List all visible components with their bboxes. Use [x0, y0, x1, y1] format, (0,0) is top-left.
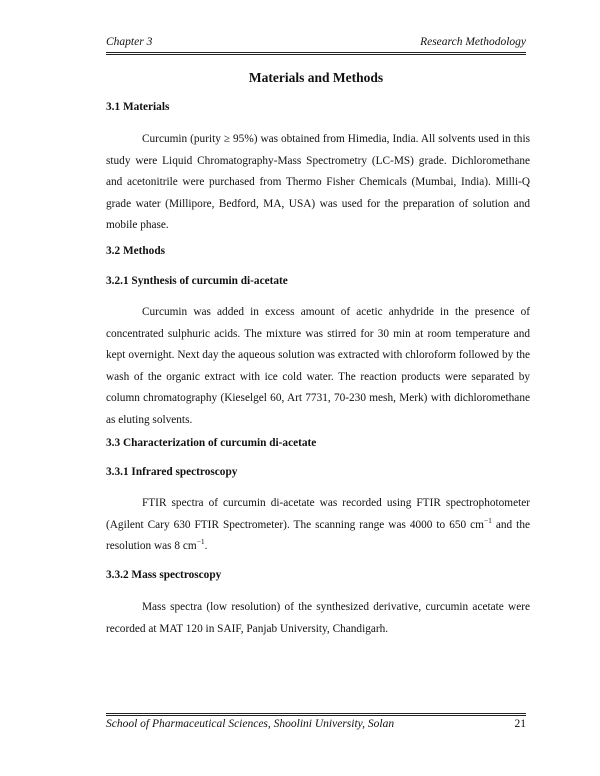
section-label: Research Methodology [420, 36, 526, 48]
heading-3-3: 3.3 Characterization of curcumin di-acetate [106, 437, 317, 449]
heading-3-2: 3.2 Methods [106, 245, 165, 257]
paragraph-materials: Curcumin (purity ≥ 95%) was obtained from Himedia, India. All solvents used in this study were Liquid Chromatography-Mass Spectrometry (LC-MS) grade. Dichloromethane and acetonitrile were purchased from Thermo Fisher Chemicals (Mumbai, India). Milli-Q grade water (Millipore, Bedford, MA, USA) was used for the preparation of solution and mobile phase. [106, 133, 530, 231]
ir-text-a: FTIR spectra of curcumin di-acetate was recorded using FTIR spectrophotometer (Agilent Cary 630 FTIR Spectrometer). The scanning range was 4000 to 650 cm [106, 497, 530, 531]
footer-rule [106, 713, 526, 716]
page-header [106, 36, 526, 52]
institution-label: School of Pharmaceutical Sciences, Shoolini University, Solan [106, 718, 395, 730]
page-title: Materials and Methods [248, 70, 384, 85]
ir-text-c: . [204, 540, 208, 552]
heading-3-3-1: 3.3.1 Infrared spectroscopy [106, 466, 238, 478]
ir-sup-a: −1 [483, 515, 492, 525]
paragraph-synthesis: Curcumin was added in excess amount of acetic anhydride in the presence of concentrated sulphuric acids. The mixture was stirred for 30 min at room temperature and kept overnight. Next day the aqueous solution was extracted with chloroform followed by the wash of the organic extract with ice cold water. The reaction products were separated by column chromatography (Kieselgel 60, Art 7731, 70-230 mesh, Merk) with dichloromethane as eluting solvents. [106, 306, 530, 426]
header-rule [106, 52, 526, 55]
heading-3-3-2: 3.3.2 Mass spectroscopy [106, 569, 222, 581]
heading-3-2-1: 3.2.1 Synthesis of curcumin di-acetate [106, 275, 288, 287]
paragraph-mass-spec: Mass spectra (low resolution) of the synthesized derivative, curcumin acetate were recorded at MAT 120 in SAIF, Panjab University, Chandigarh. [106, 601, 530, 635]
paragraph-infrared [106, 493, 530, 558]
ir-text-b: and the resolution was 8 cm [106, 518, 530, 552]
ir-sup-b: −1 [196, 537, 205, 547]
chapter-label: Chapter 3 [106, 36, 153, 48]
heading-3-1: 3.1 Materials [106, 101, 170, 113]
page-number: 21 [514, 718, 526, 730]
